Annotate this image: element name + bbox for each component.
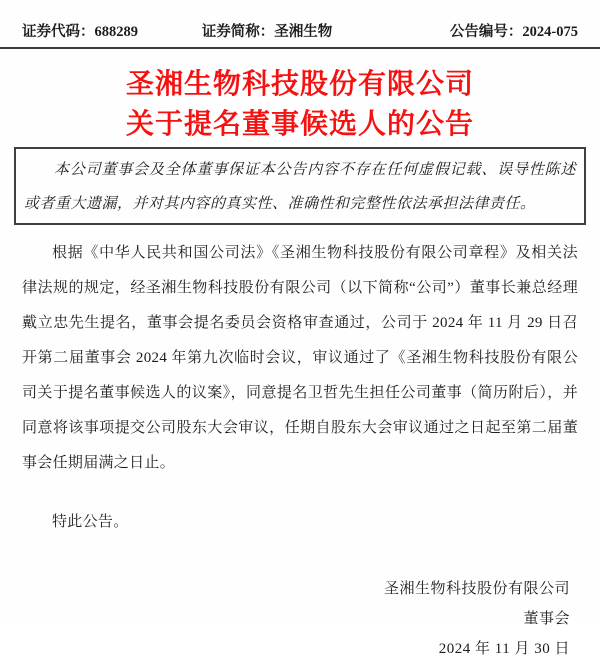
- disclaimer-box: [14, 147, 586, 225]
- title-line-1: 圣湘生物科技股份有限公司: [125, 68, 474, 99]
- closing-text: 特此公告。: [52, 514, 129, 530]
- document-header: [0, 0, 600, 49]
- document-body: [0, 236, 600, 540]
- signature-block: [0, 574, 600, 664]
- body-paragraph: 根据《中华人民共和国公司法》《圣湘生物科技股份有限公司章程》及相关法律法规的规定，经圣湘生物科技股份有限公司（以下简称“公司”）董事长兼总经理戴立忠先生提名，董事会提名委员会资格审查通过，公司于 2024 年 11 月 29 日召开第二届董事会 2024 年第九次临时会议，审议通过了《圣湘生物科技股份有限公司关于提名董事候选人的议案》，同意提名卫哲先生担任公司董事（简历附后），并同意将该事项提交公司股东大会审议，任期自股东大会审议通过之日起至第二届董事会任期届满之日止。: [22, 245, 578, 471]
- signature-company: 圣湘生物科技股份有限公司: [383, 581, 570, 597]
- title-line-2: 关于提名董事候选人的公告: [125, 108, 474, 139]
- stock-name-text: 证券简称：圣湘生物: [201, 24, 333, 40]
- signature-board: 董事会: [523, 611, 570, 627]
- announcement-number-text: 公告编号：2024-075: [449, 24, 578, 40]
- disclaimer-text: 本公司董事会及全体董事保证本公告内容不存在任何虚假记载、误导性陈述或者重大遗漏，并对其内容的真实性、准确性和完整性依法承担法律责任。: [24, 162, 576, 212]
- signature-date: 2024 年 11 月 30 日: [438, 641, 570, 657]
- document-title: [0, 64, 600, 144]
- stock-code-text: 证券代码：688289: [22, 24, 138, 40]
